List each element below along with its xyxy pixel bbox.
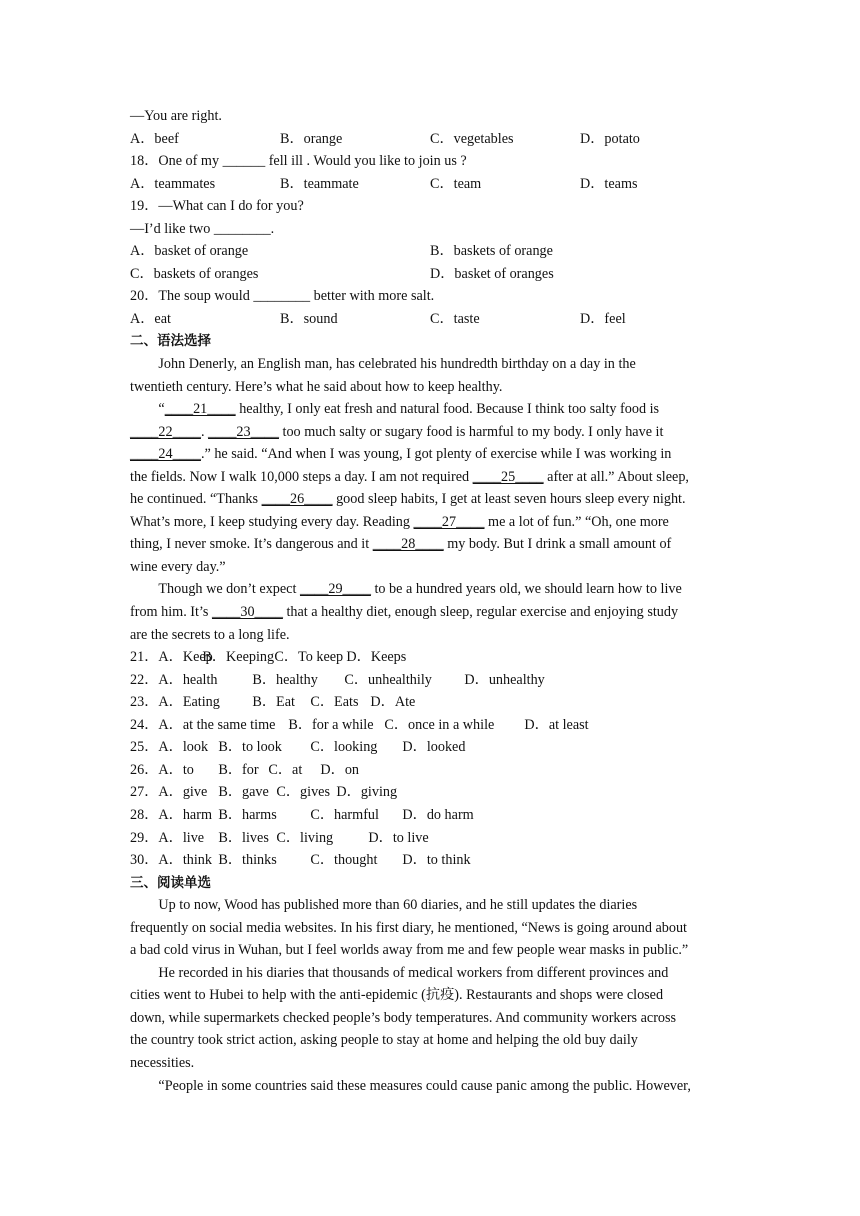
q25-row: 25．A．look B．to look C．looking D．looked <box>130 736 730 759</box>
s2-p3-line-2: from him. It’s ____30____ that a healthy diet, enough sleep, regular exercise and enjoying study <box>130 604 679 621</box>
q26-option-d[interactable]: D．on <box>320 761 360 778</box>
q28-option-c[interactable]: C．harmful <box>310 806 379 823</box>
s3-p2-line-2: cities went to Hubei to help with the anti-epidemic (抗疫). Restaurants and shops were closed <box>130 987 664 1004</box>
s2-p3-line-3: are the secrets to a long life. <box>130 626 290 643</box>
q23-option-b[interactable]: B．Eat <box>252 694 295 711</box>
s3-p2-line-5: necessities. <box>130 1054 195 1071</box>
q23-option-d[interactable]: D．Ate <box>370 694 416 711</box>
q19-option-c[interactable]: C．baskets of oranges <box>130 265 259 282</box>
q21-option-d[interactable]: D．Keeps <box>346 649 407 666</box>
q19-option-d[interactable]: D．basket of oranges <box>430 265 554 282</box>
s3-p1-line-2: frequently on social media websites. In his first diary, he mentioned, “News is going around about <box>130 919 687 936</box>
blank-21[interactable]: ____21____ <box>164 401 236 418</box>
blank-22[interactable]: ____22____ <box>130 423 201 440</box>
q19-stem-2: —I’d like two ________. <box>130 220 275 237</box>
q17-option-a[interactable]: A．beef <box>130 130 179 147</box>
q29-option-d[interactable]: D．to live <box>368 829 429 846</box>
q21-option-b[interactable]: B．Keeping <box>202 649 275 666</box>
q30-option-b[interactable]: B．thinks <box>218 852 277 869</box>
q27-option-c[interactable]: C．gives <box>276 784 330 801</box>
q18-option-a[interactable]: A．teammates <box>130 175 216 192</box>
q20-options <box>130 308 730 331</box>
blank-29[interactable]: ____29____ <box>299 581 371 598</box>
q30-row: 30．A．think B．thinks C．thought D．to think <box>130 849 730 872</box>
s2-p2-line-3: ____24____.” he said. “And when I was young, I got plenty of exercise while I was working in <box>130 446 672 463</box>
q19-options-row1 <box>130 240 730 263</box>
s3-p3-line-1: “People in some countries said these measures could cause panic among the public. However, <box>158 1077 691 1094</box>
s3-p2-line-4: the country took strict action, asking people to stay at home and helping the old buy daily <box>130 1032 638 1049</box>
q25-option-b[interactable]: B．to look <box>218 739 282 756</box>
s3-p2-line-3: down, while supermarkets checked people’s body temperatures. And community workers across <box>130 1009 677 1026</box>
q24-option-b[interactable]: B．for a while <box>288 716 374 733</box>
q22-row: 22．A．health B．healthy C．unhealthily D．unhealthy <box>130 669 730 692</box>
q22-option-c[interactable]: C．unhealthily <box>344 671 432 688</box>
q20-option-b[interactable]: B．sound <box>280 310 338 327</box>
q27-row: 27．A．give B．gave C．gives D．giving <box>130 781 730 804</box>
blank-24[interactable]: ____24____ <box>130 446 201 463</box>
q22-option-a[interactable]: A．health <box>158 671 218 688</box>
q17-option-d[interactable]: D．potato <box>580 130 640 147</box>
q21-row: 21．A．KeepB．KeepingC．To keep D．Keeps <box>130 646 730 669</box>
q27-option-b[interactable]: B．gave <box>218 784 269 801</box>
q19-options-row2 <box>130 263 730 286</box>
q20-option-a[interactable]: A．eat <box>130 310 171 327</box>
s2-p1-line-1: John Denerly, an English man, has celebrated his hundredth birthday on a day in the <box>158 356 636 373</box>
q18-option-c[interactable]: C．team <box>430 175 482 192</box>
q23-option-a[interactable]: A．Eating <box>158 694 220 711</box>
q26-row: 26．A．to B．for C．at D．on <box>130 759 730 782</box>
q18-option-d[interactable]: D．teams <box>580 175 638 192</box>
s2-p2-line-5: he continued. “Thanks ____26____ good sleep habits, I get at least seven hours sleep every night. <box>130 491 686 508</box>
q30-option-a[interactable]: A．think <box>158 852 212 869</box>
s2-p2-line-8: wine every day.” <box>130 558 226 575</box>
q29-option-c[interactable]: C．living <box>276 829 334 846</box>
q28-row: 28．A．harm B．harms C．harmful D．do harm <box>130 804 730 827</box>
q29-option-b[interactable]: B．lives <box>218 829 269 846</box>
q23-row: 23．A．Eating B．Eat C．Eats D．Ate <box>130 691 730 714</box>
q17-reply: —You are right. <box>130 108 222 124</box>
q18-option-b[interactable]: B．teammate <box>280 175 359 192</box>
q27-option-a[interactable]: A．give <box>158 784 208 801</box>
blank-30[interactable]: ____30____ <box>211 604 283 621</box>
section-2-title: 二、语法选择 <box>130 333 211 350</box>
q17-option-b[interactable]: B．orange <box>280 130 343 147</box>
q27-option-d[interactable]: D．giving <box>336 784 398 801</box>
q25-option-d[interactable]: D．looked <box>402 739 466 756</box>
s2-p1-line-2: twentieth century. Here’s what he said about how to keep healthy. <box>130 378 503 395</box>
s2-p2-line-7: thing, I never smoke. It’s dangerous and it ____28____ my body. But I drink a small amount of <box>130 536 672 553</box>
s2-p3-line-1: Though we don’t expect ____29____ to be a hundred years old, we should learn how to live <box>158 581 682 598</box>
q23-option-c[interactable]: C．Eats <box>310 694 359 711</box>
q18-options <box>130 173 730 196</box>
q19-option-a[interactable]: A．basket of orange <box>130 243 249 260</box>
section-3-title: 三、阅读单选 <box>130 874 211 891</box>
s2-p2-line-4: the fields. Now I walk 10,000 steps a day. I am not required ____25____ after at all.” About sleep, <box>130 468 689 485</box>
q29-option-a[interactable]: A．live <box>158 829 205 846</box>
blank-25[interactable]: ____25____ <box>472 468 544 485</box>
s2-p2-line-2: ____22____. ____23____ too much salty or sugary food is harmful to my body. I only have it <box>130 423 664 440</box>
q26-option-c[interactable]: C．at <box>268 761 303 778</box>
q28-option-b[interactable]: B．harms <box>218 806 277 823</box>
q20-option-c[interactable]: C．taste <box>430 310 480 327</box>
q21-option-c[interactable]: C．To keep <box>274 649 344 666</box>
q30-option-c[interactable]: C．thought <box>310 852 378 869</box>
q24-row: 24．A．at the same time B．for a while C．once in a while D．at least <box>130 714 730 737</box>
q24-option-a[interactable]: A．at the same time <box>158 716 276 733</box>
q18-stem: 18．One of my ______ fell ill . Would you like to join us ? <box>130 153 467 170</box>
blank-27[interactable]: ____27____ <box>413 513 485 530</box>
q28-option-a[interactable]: A．harm <box>158 806 212 823</box>
q25-option-a[interactable]: A．look <box>158 739 209 756</box>
q20-stem: 20．The soup would ________ better with more salt. <box>130 288 435 305</box>
q25-option-c[interactable]: C．looking <box>310 739 378 756</box>
q29-row: 29．A．live B．lives C．living D．to live <box>130 827 730 850</box>
blank-26[interactable]: ____26____ <box>261 491 333 508</box>
q30-option-d[interactable]: D．to think <box>402 852 471 869</box>
s3-p2-line-1: He recorded in his diaries that thousands of medical workers from different provinces and <box>158 964 669 981</box>
q26-option-b[interactable]: B．for <box>218 761 259 778</box>
s2-p2-line-1: “____21____ healthy, I only eat fresh and natural food. Because I think too salty food is <box>158 401 660 418</box>
q17-option-c[interactable]: C．vegetables <box>430 130 514 147</box>
q17-options <box>130 128 730 151</box>
q20-option-d[interactable]: D．feel <box>580 310 626 327</box>
q21-option-a[interactable]: A．Keep <box>158 649 213 666</box>
q22-option-d[interactable]: D．unhealthy <box>464 671 545 688</box>
blank-23[interactable]: ____23____ <box>208 423 279 440</box>
q19-option-b[interactable]: B．baskets of orange <box>430 243 553 260</box>
s3-p1-line-1: Up to now, Wood has published more than 60 diaries, and he still updates the diaries <box>158 897 638 914</box>
q24-option-d[interactable]: D．at least <box>524 716 589 733</box>
q28-option-d[interactable]: D．do harm <box>402 806 474 823</box>
q26-option-a[interactable]: A．to <box>158 761 194 778</box>
s2-p2-line-6: What’s more, I keep studying every day. Reading ____27____ me a lot of fun.” “Oh, one more <box>130 513 669 530</box>
q19-stem-1: 19．—What can I do for you? <box>130 198 304 215</box>
blank-28[interactable]: ____28____ <box>372 536 444 553</box>
s3-p1-line-3: a bad cold virus in Wuhan, but I feel worlds away from me and few people wear masks in public.” <box>130 942 689 959</box>
q24-option-c[interactable]: C．once in a while <box>384 716 495 733</box>
exam-page <box>130 105 730 1097</box>
q22-option-b[interactable]: B．healthy <box>252 671 318 688</box>
